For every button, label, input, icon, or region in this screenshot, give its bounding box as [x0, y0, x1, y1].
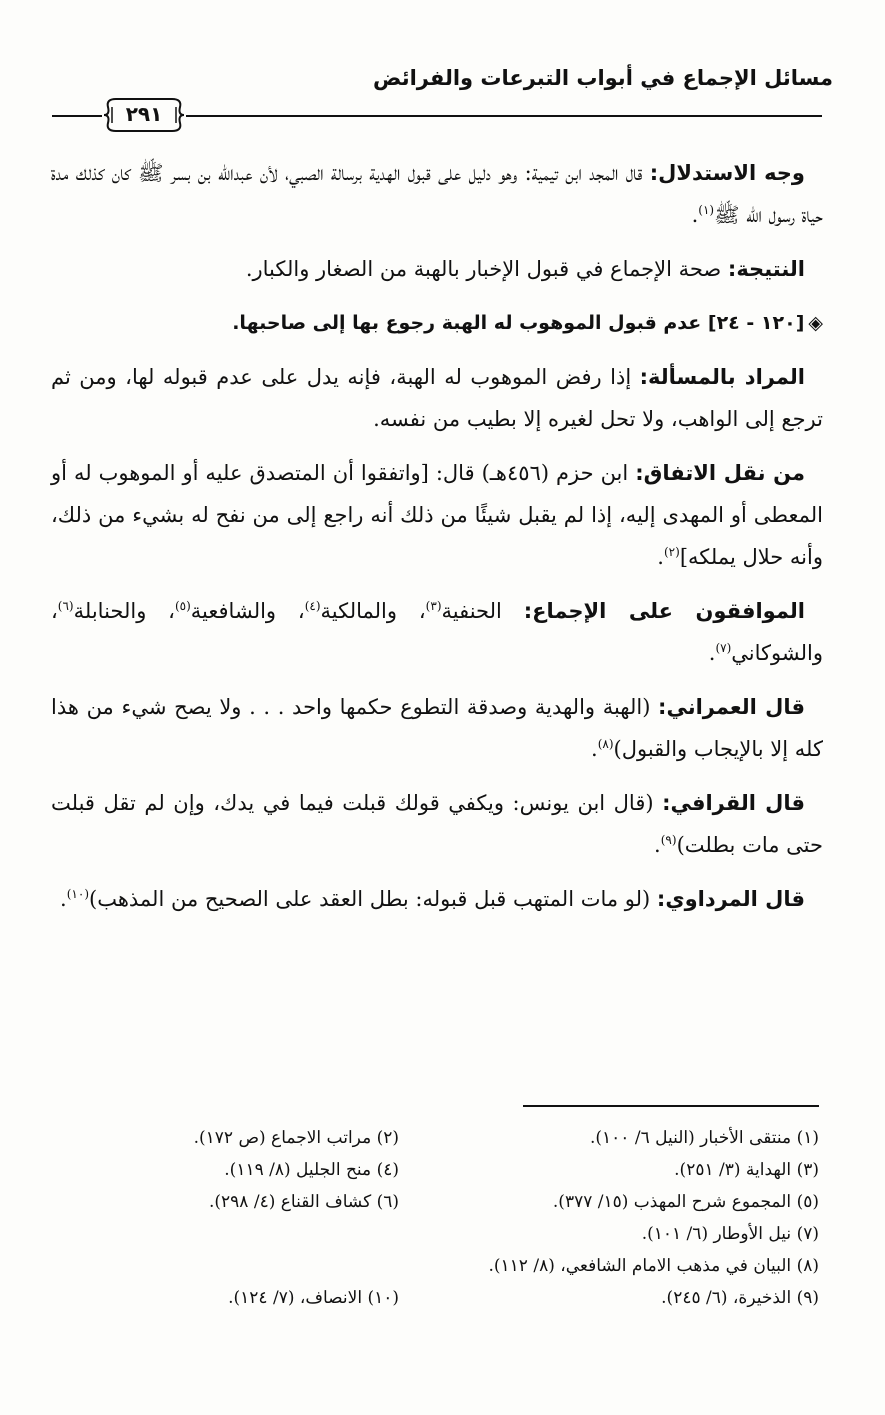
paragraph-text: الحنفية	[441, 599, 524, 623]
paragraph-end: .	[657, 545, 664, 569]
paragraph-text: ، والحنابلة	[73, 599, 175, 623]
footnote-item	[399, 1186, 819, 1218]
paragraph-lead: قال المرداوي:	[656, 887, 805, 911]
footnote-item	[59, 1122, 399, 1154]
paragraph-lead: قال القرافي:	[662, 791, 805, 815]
footnote-row	[59, 1218, 819, 1250]
paragraph-ittifaq	[51, 452, 823, 578]
paragraph-lead: النتيجة:	[727, 257, 805, 281]
footnote-row	[59, 1154, 819, 1186]
footnote-item	[399, 1250, 819, 1282]
footnote-item	[399, 1122, 819, 1154]
footnote-row	[59, 1186, 819, 1218]
paragraph-text: ، والشوكاني	[51, 599, 823, 665]
footnote-row	[59, 1250, 819, 1282]
footnote-number: (٢)	[376, 1128, 399, 1148]
footnote-text: البيان في مذهب الامام الشافعي، (٨/ ١١٢).	[488, 1256, 792, 1276]
footnote-number: (٥)	[796, 1192, 819, 1212]
page-number: ٢٩١	[125, 102, 163, 126]
paragraph-text: ، والشافعية	[190, 599, 305, 623]
paragraph-end: .	[654, 833, 661, 857]
footnote-ref: (٩)	[660, 833, 677, 847]
footnote-ref: (١٠)	[66, 887, 89, 901]
paragraph-lead: وجه الاستدلال:	[649, 161, 805, 185]
footnote-number: (٧)	[796, 1224, 819, 1244]
footnote-item	[59, 1154, 399, 1186]
paragraph-text: (قال ابن يونس: ويكفي قولك قبلت فيما في يدك، وإن لم تقل قبلت حتى مات بطلت)	[51, 791, 823, 857]
header-rule	[186, 115, 822, 117]
honorific-radiya-icon: ﷺ	[138, 161, 164, 185]
paragraph-muwafiqun	[51, 590, 823, 674]
paragraph-text: إذا رفض الموهوب له الهبة، فإنه يدل على عدم قبوله لها، ومن ثم ترجع إلى الواهب، ولا تحل لغيره إلا بطيب من نفسه.	[51, 365, 823, 431]
footnote-text: نيل الأوطار (٦/ ١٠١).	[641, 1224, 792, 1244]
footnotes	[59, 1122, 819, 1314]
paragraph-end: .	[691, 203, 699, 227]
footnote-number: (٣)	[796, 1160, 819, 1180]
footnote-item	[59, 1186, 399, 1218]
footnote-ref: (٦)	[57, 599, 74, 613]
footnote-text: مراتب الاجماع (ص ١٧٢).	[193, 1128, 372, 1148]
footnote-separator	[523, 1105, 819, 1107]
diamond-bullet-icon: ◈	[808, 312, 823, 334]
footnote-text: الذخيرة، (٦/ ٢٤٥).	[661, 1288, 792, 1308]
footnote-ref: (٨)	[597, 737, 614, 751]
paragraph-text: صحة الإجماع في قبول الإخبار بالهبة من الصغار والكبار.	[245, 257, 728, 281]
paragraph-murad	[51, 356, 823, 440]
footnote-ref: (٤)	[304, 599, 321, 613]
paragraph-text: قال المجد ابن تيمية: وهو دليل على قبول الهدية برسالة الصبي، لأن عبدالله بن بسر	[163, 161, 650, 185]
footnote-item	[59, 1282, 399, 1314]
footnote-number: (١)	[796, 1128, 819, 1148]
paragraph-text: (لو مات المتهب قبل قبوله: بطل العقد على الصحيح من المذهب)	[89, 887, 657, 911]
paragraph-lead: الموافقون على الإجماع:	[523, 599, 805, 623]
footnote-number: (٩)	[796, 1288, 819, 1308]
footnote-row	[59, 1282, 819, 1314]
footnote-number: (٨)	[796, 1256, 819, 1276]
paragraph-istidlal	[51, 152, 823, 236]
footnote-item	[399, 1218, 819, 1250]
running-header-title: مسائل الإجماع في أبواب التبرعات والفرائض	[373, 66, 833, 90]
footnote-ref: (١)	[698, 203, 715, 217]
paragraph-mardawi	[51, 878, 823, 920]
paragraph-text: ، والمالكية	[320, 599, 426, 623]
footnote-ref: (٣)	[425, 599, 442, 613]
footnote-number: (١٠)	[367, 1288, 399, 1308]
footnote-text: منتقى الأخبار (النيل ٦/ ١٠٠).	[589, 1128, 792, 1148]
paragraph-imrani	[51, 686, 823, 770]
footnote-text: الانصاف، (٧/ ١٢٤).	[228, 1288, 363, 1308]
paragraph-end: .	[708, 641, 716, 665]
honorific-salla-icon: ﷺ	[714, 203, 740, 227]
paragraph-end: .	[60, 887, 67, 911]
page-number-frame	[102, 95, 186, 135]
footnote-number: (٤)	[376, 1160, 399, 1180]
footnote-ref: (٥)	[174, 599, 191, 613]
footnote-row	[59, 1122, 819, 1154]
issue-heading-text: [١٢٠ - ٢٤] عدم قبول الموهوب له الهبة رجوع بها إلى صاحبها.	[232, 312, 805, 334]
header-rule-left	[52, 115, 102, 117]
main-text	[51, 152, 823, 932]
paragraph-qarafi	[51, 782, 823, 866]
footnote-item	[399, 1154, 819, 1186]
footnote-text: كشاف القناع (٤/ ٢٩٨).	[208, 1192, 372, 1212]
paragraph-text: (الهبة والهدية وصدقة التطوع حكمها واحد . . . ولا يصح شيء من هذا كله إلا بالإيجاب والقبول)	[51, 695, 823, 761]
footnote-text: منح الجليل (٨/ ١١٩).	[224, 1160, 372, 1180]
paragraph-natija	[51, 248, 823, 290]
paragraph-lead: المراد بالمسألة:	[639, 365, 805, 389]
footnote-ref: (٢)	[663, 545, 680, 559]
paragraph-end: .	[591, 737, 598, 761]
issue-heading	[51, 302, 823, 344]
footnote-text: المجموع شرح المهذب (١٥/ ٣٧٧).	[552, 1192, 792, 1212]
paragraph-text: كان كذلك مدة حياة رسول الله	[51, 161, 823, 227]
paragraph-lead: من نقل الاتفاق:	[635, 461, 805, 485]
paragraph-lead: قال العمراني:	[658, 695, 805, 719]
paragraph-text: ابن حزم (٤٥٦هـ) قال: [واتفقوا أن المتصدق عليه أو الموهوب له أو المعطى أو المهدى إليه، إذا لم يقبل شيئًا من ذلك أنه راجع إلى من نفح له بشيء من ذلك، وأنه حلال يملكه]	[51, 461, 823, 569]
footnote-item	[399, 1282, 819, 1314]
footnote-ref: (٧)	[715, 641, 732, 655]
footnote-number: (٦)	[376, 1192, 399, 1212]
footnote-text: الهداية (٣/ ٢٥١).	[674, 1160, 792, 1180]
